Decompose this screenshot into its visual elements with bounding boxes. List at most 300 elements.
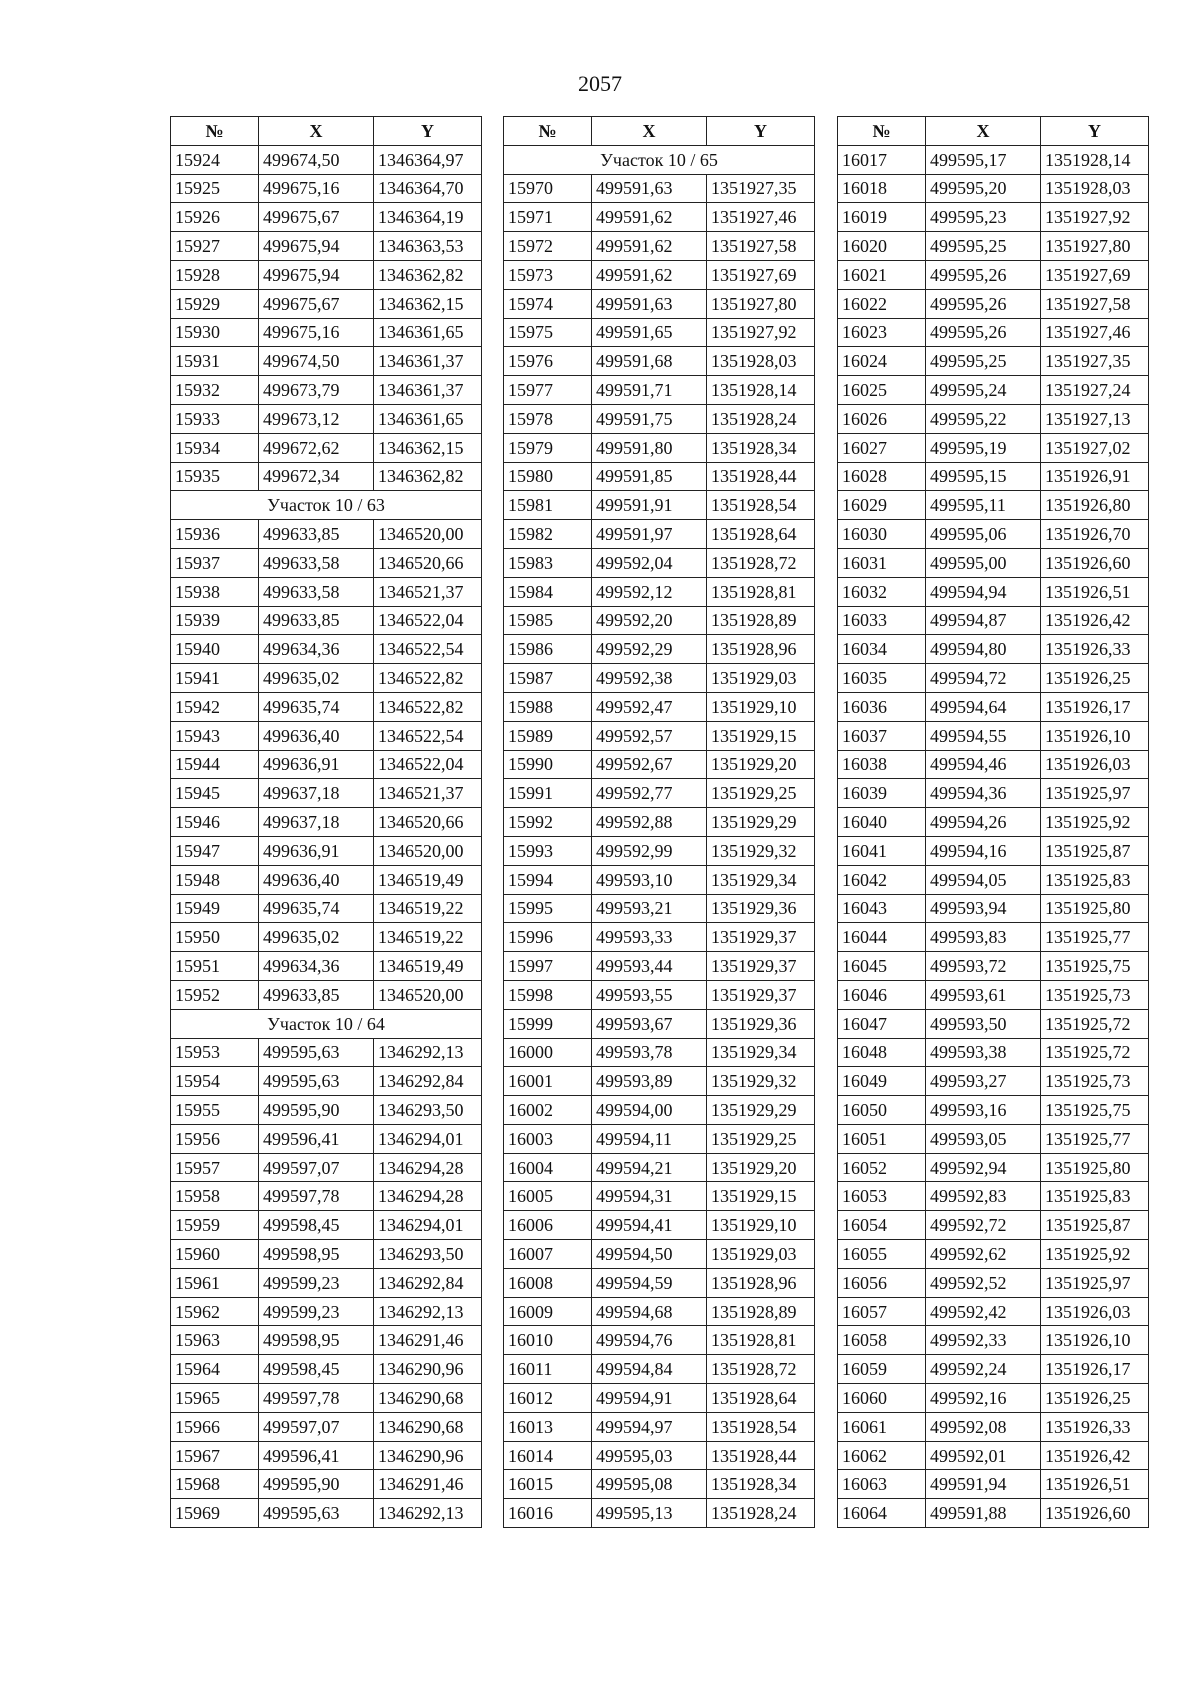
table-body bbox=[171, 145, 482, 1527]
table-row bbox=[171, 203, 482, 232]
y-coordinate-cell: 1351926,60 bbox=[1041, 1499, 1149, 1528]
x-coordinate-cell: 499594,80 bbox=[926, 635, 1041, 664]
point-number-cell: 16025 bbox=[838, 376, 926, 405]
y-coordinate-cell: 1346361,37 bbox=[374, 376, 482, 405]
table-row bbox=[171, 952, 482, 981]
x-coordinate-cell: 499594,64 bbox=[926, 692, 1041, 721]
point-number-cell: 16028 bbox=[838, 462, 926, 491]
y-coordinate-cell: 1351925,92 bbox=[1041, 808, 1149, 837]
y-coordinate-cell: 1351929,37 bbox=[707, 980, 815, 1009]
x-coordinate-cell: 499594,05 bbox=[926, 865, 1041, 894]
point-number-cell: 15985 bbox=[504, 606, 592, 635]
table-row bbox=[838, 376, 1149, 405]
table-row bbox=[171, 548, 482, 577]
y-coordinate-cell: 1346290,68 bbox=[374, 1412, 482, 1441]
point-number-cell: 15938 bbox=[171, 577, 259, 606]
table-row bbox=[171, 606, 482, 635]
y-coordinate-cell: 1351925,87 bbox=[1041, 836, 1149, 865]
table-row bbox=[171, 721, 482, 750]
y-coordinate-cell: 1351927,92 bbox=[707, 318, 815, 347]
x-coordinate-cell: 499593,50 bbox=[926, 1009, 1041, 1038]
point-number-cell: 16024 bbox=[838, 347, 926, 376]
x-coordinate-cell: 499594,84 bbox=[592, 1355, 707, 1384]
table-row bbox=[504, 433, 815, 462]
x-coordinate-cell: 499635,74 bbox=[259, 894, 374, 923]
point-number-cell: 16040 bbox=[838, 808, 926, 837]
table-row bbox=[504, 1384, 815, 1413]
point-number-cell: 16047 bbox=[838, 1009, 926, 1038]
y-coordinate-cell: 1351929,32 bbox=[707, 836, 815, 865]
x-coordinate-cell: 499599,23 bbox=[259, 1268, 374, 1297]
y-coordinate-cell: 1346520,66 bbox=[374, 548, 482, 577]
table-row bbox=[171, 1240, 482, 1269]
x-coordinate-cell: 499592,42 bbox=[926, 1297, 1041, 1326]
y-coordinate-cell: 1351926,33 bbox=[1041, 635, 1149, 664]
x-coordinate-cell: 499633,58 bbox=[259, 548, 374, 577]
y-coordinate-cell: 1351925,83 bbox=[1041, 1182, 1149, 1211]
table-row bbox=[838, 520, 1149, 549]
x-coordinate-cell: 499593,16 bbox=[926, 1096, 1041, 1125]
table-row bbox=[171, 1470, 482, 1499]
y-coordinate-cell: 1351926,10 bbox=[1041, 1326, 1149, 1355]
table-row bbox=[838, 1297, 1149, 1326]
table-row bbox=[504, 721, 815, 750]
y-coordinate-cell: 1351926,42 bbox=[1041, 1441, 1149, 1470]
x-coordinate-cell: 499593,10 bbox=[592, 865, 707, 894]
x-coordinate-cell: 499594,21 bbox=[592, 1153, 707, 1182]
point-number-cell: 16034 bbox=[838, 635, 926, 664]
y-coordinate-cell: 1351929,37 bbox=[707, 952, 815, 981]
table-row bbox=[504, 203, 815, 232]
table-row bbox=[838, 404, 1149, 433]
x-coordinate-cell: 499595,63 bbox=[259, 1038, 374, 1067]
point-number-cell: 15995 bbox=[504, 894, 592, 923]
point-number-cell: 15935 bbox=[171, 462, 259, 491]
x-coordinate-cell: 499636,91 bbox=[259, 750, 374, 779]
table-row bbox=[504, 865, 815, 894]
x-coordinate-cell: 499636,40 bbox=[259, 865, 374, 894]
table-row bbox=[171, 433, 482, 462]
table-row bbox=[838, 1384, 1149, 1413]
table-row bbox=[171, 664, 482, 693]
x-coordinate-cell: 499592,99 bbox=[592, 836, 707, 865]
y-coordinate-cell: 1351927,24 bbox=[1041, 376, 1149, 405]
point-number-cell: 16057 bbox=[838, 1297, 926, 1326]
table-row bbox=[838, 347, 1149, 376]
table-row bbox=[504, 1211, 815, 1240]
point-number-cell: 15997 bbox=[504, 952, 592, 981]
x-coordinate-cell: 499594,76 bbox=[592, 1326, 707, 1355]
y-coordinate-cell: 1351927,35 bbox=[1041, 347, 1149, 376]
point-number-cell: 15963 bbox=[171, 1326, 259, 1355]
y-coordinate-cell: 1351927,80 bbox=[1041, 232, 1149, 261]
x-coordinate-cell: 499592,04 bbox=[592, 548, 707, 577]
x-coordinate-cell: 499595,03 bbox=[592, 1441, 707, 1470]
y-coordinate-cell: 1346291,46 bbox=[374, 1470, 482, 1499]
x-coordinate-cell: 499595,22 bbox=[926, 404, 1041, 433]
table-row bbox=[504, 1182, 815, 1211]
point-number-cell: 15986 bbox=[504, 635, 592, 664]
point-number-cell: 16013 bbox=[504, 1412, 592, 1441]
point-number-cell: 15953 bbox=[171, 1038, 259, 1067]
table-body bbox=[838, 145, 1149, 1527]
point-number-cell: 15987 bbox=[504, 664, 592, 693]
y-coordinate-cell: 1351928,44 bbox=[707, 462, 815, 491]
table-row bbox=[171, 347, 482, 376]
point-number-cell: 15947 bbox=[171, 836, 259, 865]
point-number-cell: 15976 bbox=[504, 347, 592, 376]
table-row bbox=[838, 1470, 1149, 1499]
x-coordinate-cell: 499594,41 bbox=[592, 1211, 707, 1240]
point-number-cell: 16017 bbox=[838, 145, 926, 174]
point-number-cell: 16011 bbox=[504, 1355, 592, 1384]
point-number-cell: 15973 bbox=[504, 260, 592, 289]
x-coordinate-cell: 499594,97 bbox=[592, 1412, 707, 1441]
section-row bbox=[171, 1009, 482, 1038]
point-number-cell: 16006 bbox=[504, 1211, 592, 1240]
x-coordinate-cell: 499596,41 bbox=[259, 1124, 374, 1153]
y-coordinate-cell: 1351928,64 bbox=[707, 1384, 815, 1413]
table-row bbox=[504, 1124, 815, 1153]
y-coordinate-cell: 1351928,72 bbox=[707, 548, 815, 577]
point-number-cell: 15999 bbox=[504, 1009, 592, 1038]
table-row bbox=[838, 260, 1149, 289]
table-row bbox=[838, 664, 1149, 693]
header-x: X bbox=[259, 117, 374, 146]
point-number-cell: 15982 bbox=[504, 520, 592, 549]
y-coordinate-cell: 1346292,13 bbox=[374, 1297, 482, 1326]
point-number-cell: 15965 bbox=[171, 1384, 259, 1413]
x-coordinate-cell: 499594,68 bbox=[592, 1297, 707, 1326]
table-row bbox=[504, 520, 815, 549]
y-coordinate-cell: 1351928,89 bbox=[707, 1297, 815, 1326]
y-coordinate-cell: 1346361,37 bbox=[374, 347, 482, 376]
x-coordinate-cell: 499592,12 bbox=[592, 577, 707, 606]
y-coordinate-cell: 1351929,29 bbox=[707, 808, 815, 837]
table-row bbox=[838, 1355, 1149, 1384]
y-coordinate-cell: 1351928,44 bbox=[707, 1441, 815, 1470]
x-coordinate-cell: 499594,36 bbox=[926, 779, 1041, 808]
point-number-cell: 15967 bbox=[171, 1441, 259, 1470]
point-number-cell: 15969 bbox=[171, 1499, 259, 1528]
x-coordinate-cell: 499593,05 bbox=[926, 1124, 1041, 1153]
table-row bbox=[838, 145, 1149, 174]
x-coordinate-cell: 499595,00 bbox=[926, 548, 1041, 577]
point-number-cell: 15942 bbox=[171, 692, 259, 721]
table-row bbox=[838, 174, 1149, 203]
table-row bbox=[171, 376, 482, 405]
x-coordinate-cell: 499593,94 bbox=[926, 894, 1041, 923]
x-coordinate-cell: 499595,24 bbox=[926, 376, 1041, 405]
table-row bbox=[838, 1441, 1149, 1470]
point-number-cell: 15959 bbox=[171, 1211, 259, 1240]
x-coordinate-cell: 499592,24 bbox=[926, 1355, 1041, 1384]
y-coordinate-cell: 1346362,15 bbox=[374, 289, 482, 318]
point-number-cell: 15970 bbox=[504, 174, 592, 203]
table-row bbox=[504, 404, 815, 433]
x-coordinate-cell: 499673,12 bbox=[259, 404, 374, 433]
point-number-cell: 16039 bbox=[838, 779, 926, 808]
y-coordinate-cell: 1351929,03 bbox=[707, 664, 815, 693]
y-coordinate-cell: 1351926,51 bbox=[1041, 577, 1149, 606]
x-coordinate-cell: 499595,11 bbox=[926, 491, 1041, 520]
y-coordinate-cell: 1351929,37 bbox=[707, 923, 815, 952]
y-coordinate-cell: 1346521,37 bbox=[374, 779, 482, 808]
point-number-cell: 15944 bbox=[171, 750, 259, 779]
x-coordinate-cell: 499595,20 bbox=[926, 174, 1041, 203]
point-number-cell: 15994 bbox=[504, 865, 592, 894]
table-row bbox=[838, 952, 1149, 981]
y-coordinate-cell: 1351925,77 bbox=[1041, 1124, 1149, 1153]
x-coordinate-cell: 499591,97 bbox=[592, 520, 707, 549]
y-coordinate-cell: 1346361,65 bbox=[374, 404, 482, 433]
x-coordinate-cell: 499599,23 bbox=[259, 1297, 374, 1326]
y-coordinate-cell: 1346362,82 bbox=[374, 462, 482, 491]
y-coordinate-cell: 1351925,97 bbox=[1041, 779, 1149, 808]
x-coordinate-cell: 499596,41 bbox=[259, 1441, 374, 1470]
table-row bbox=[171, 1124, 482, 1153]
y-coordinate-cell: 1346293,50 bbox=[374, 1240, 482, 1269]
x-coordinate-cell: 499593,72 bbox=[926, 952, 1041, 981]
point-number-cell: 15934 bbox=[171, 433, 259, 462]
header-number: № bbox=[504, 117, 592, 146]
table-row bbox=[171, 1038, 482, 1067]
x-coordinate-cell: 499592,72 bbox=[926, 1211, 1041, 1240]
y-coordinate-cell: 1351928,89 bbox=[707, 606, 815, 635]
point-number-cell: 16005 bbox=[504, 1182, 592, 1211]
table-row bbox=[838, 808, 1149, 837]
table-row bbox=[838, 548, 1149, 577]
x-coordinate-cell: 499633,58 bbox=[259, 577, 374, 606]
x-coordinate-cell: 499591,75 bbox=[592, 404, 707, 433]
point-number-cell: 15988 bbox=[504, 692, 592, 721]
x-coordinate-cell: 499593,83 bbox=[926, 923, 1041, 952]
table-row bbox=[504, 1355, 815, 1384]
table-row bbox=[504, 923, 815, 952]
table-row bbox=[171, 750, 482, 779]
table-row bbox=[838, 203, 1149, 232]
x-coordinate-cell: 499674,50 bbox=[259, 145, 374, 174]
y-coordinate-cell: 1351925,80 bbox=[1041, 894, 1149, 923]
table-row bbox=[171, 145, 482, 174]
y-coordinate-cell: 1351928,64 bbox=[707, 520, 815, 549]
x-coordinate-cell: 499595,25 bbox=[926, 232, 1041, 261]
table-row bbox=[504, 289, 815, 318]
table-row bbox=[838, 750, 1149, 779]
section-row bbox=[171, 491, 482, 520]
point-number-cell: 16041 bbox=[838, 836, 926, 865]
x-coordinate-cell: 499592,83 bbox=[926, 1182, 1041, 1211]
point-number-cell: 16029 bbox=[838, 491, 926, 520]
table-row bbox=[504, 952, 815, 981]
table-row bbox=[504, 692, 815, 721]
x-coordinate-cell: 499595,19 bbox=[926, 433, 1041, 462]
y-coordinate-cell: 1351926,03 bbox=[1041, 750, 1149, 779]
x-coordinate-cell: 499594,11 bbox=[592, 1124, 707, 1153]
x-coordinate-cell: 499634,36 bbox=[259, 952, 374, 981]
table-row bbox=[171, 174, 482, 203]
x-coordinate-cell: 499593,38 bbox=[926, 1038, 1041, 1067]
y-coordinate-cell: 1351928,96 bbox=[707, 1268, 815, 1297]
x-coordinate-cell: 499592,01 bbox=[926, 1441, 1041, 1470]
point-number-cell: 15966 bbox=[171, 1412, 259, 1441]
y-coordinate-cell: 1346519,22 bbox=[374, 894, 482, 923]
y-coordinate-cell: 1351929,03 bbox=[707, 1240, 815, 1269]
x-coordinate-cell: 499672,34 bbox=[259, 462, 374, 491]
table-row bbox=[838, 577, 1149, 606]
table-row bbox=[838, 606, 1149, 635]
y-coordinate-cell: 1351928,72 bbox=[707, 1355, 815, 1384]
x-coordinate-cell: 499591,68 bbox=[592, 347, 707, 376]
table-row bbox=[504, 664, 815, 693]
point-number-cell: 15939 bbox=[171, 606, 259, 635]
point-number-cell: 15927 bbox=[171, 232, 259, 261]
x-coordinate-cell: 499592,52 bbox=[926, 1268, 1041, 1297]
y-coordinate-cell: 1346520,00 bbox=[374, 836, 482, 865]
y-coordinate-cell: 1351927,46 bbox=[707, 203, 815, 232]
y-coordinate-cell: 1346519,49 bbox=[374, 952, 482, 981]
point-number-cell: 16018 bbox=[838, 174, 926, 203]
point-number-cell: 15983 bbox=[504, 548, 592, 577]
x-coordinate-cell: 499593,78 bbox=[592, 1038, 707, 1067]
point-number-cell: 15972 bbox=[504, 232, 592, 261]
y-coordinate-cell: 1351927,58 bbox=[1041, 289, 1149, 318]
y-coordinate-cell: 1351928,54 bbox=[707, 491, 815, 520]
x-coordinate-cell: 499594,91 bbox=[592, 1384, 707, 1413]
point-number-cell: 16051 bbox=[838, 1124, 926, 1153]
point-number-cell: 16021 bbox=[838, 260, 926, 289]
table-row bbox=[838, 779, 1149, 808]
point-number-cell: 16003 bbox=[504, 1124, 592, 1153]
point-number-cell: 16000 bbox=[504, 1038, 592, 1067]
point-number-cell: 16045 bbox=[838, 952, 926, 981]
point-number-cell: 15936 bbox=[171, 520, 259, 549]
point-number-cell: 15941 bbox=[171, 664, 259, 693]
point-number-cell: 15991 bbox=[504, 779, 592, 808]
y-coordinate-cell: 1346361,65 bbox=[374, 318, 482, 347]
x-coordinate-cell: 499592,33 bbox=[926, 1326, 1041, 1355]
x-coordinate-cell: 499598,95 bbox=[259, 1240, 374, 1269]
point-number-cell: 15984 bbox=[504, 577, 592, 606]
table-row bbox=[171, 836, 482, 865]
table-row bbox=[504, 635, 815, 664]
point-number-cell: 16020 bbox=[838, 232, 926, 261]
point-number-cell: 16033 bbox=[838, 606, 926, 635]
x-coordinate-cell: 499595,23 bbox=[926, 203, 1041, 232]
table-row bbox=[838, 433, 1149, 462]
x-coordinate-cell: 499598,45 bbox=[259, 1211, 374, 1240]
section-title: Участок 10 / 63 bbox=[171, 491, 482, 520]
x-coordinate-cell: 499594,94 bbox=[926, 577, 1041, 606]
point-number-cell: 16035 bbox=[838, 664, 926, 693]
table-row bbox=[838, 232, 1149, 261]
table-row bbox=[504, 548, 815, 577]
table-row bbox=[504, 1297, 815, 1326]
table-row bbox=[504, 347, 815, 376]
x-coordinate-cell: 499633,85 bbox=[259, 606, 374, 635]
x-coordinate-cell: 499595,08 bbox=[592, 1470, 707, 1499]
y-coordinate-cell: 1346291,46 bbox=[374, 1326, 482, 1355]
y-coordinate-cell: 1351925,83 bbox=[1041, 865, 1149, 894]
x-coordinate-cell: 499592,47 bbox=[592, 692, 707, 721]
table-row bbox=[171, 289, 482, 318]
point-number-cell: 15932 bbox=[171, 376, 259, 405]
table-row bbox=[171, 894, 482, 923]
point-number-cell: 16009 bbox=[504, 1297, 592, 1326]
y-coordinate-cell: 1346294,28 bbox=[374, 1153, 482, 1182]
table-row bbox=[171, 1499, 482, 1528]
table-row bbox=[838, 1096, 1149, 1125]
table-row bbox=[504, 1441, 815, 1470]
x-coordinate-cell: 499598,45 bbox=[259, 1355, 374, 1384]
x-coordinate-cell: 499591,85 bbox=[592, 462, 707, 491]
table-row bbox=[171, 520, 482, 549]
y-coordinate-cell: 1346294,28 bbox=[374, 1182, 482, 1211]
x-coordinate-cell: 499592,38 bbox=[592, 664, 707, 693]
table-row bbox=[504, 894, 815, 923]
table-row bbox=[504, 1067, 815, 1096]
point-number-cell: 15989 bbox=[504, 721, 592, 750]
table-row bbox=[171, 1355, 482, 1384]
header-row bbox=[838, 117, 1149, 146]
table-row bbox=[838, 1326, 1149, 1355]
point-number-cell: 16032 bbox=[838, 577, 926, 606]
section-title: Участок 10 / 65 bbox=[504, 145, 815, 174]
table-row bbox=[838, 491, 1149, 520]
point-number-cell: 16037 bbox=[838, 721, 926, 750]
header-y: Y bbox=[374, 117, 482, 146]
table-row bbox=[171, 577, 482, 606]
table-row bbox=[171, 779, 482, 808]
y-coordinate-cell: 1346294,01 bbox=[374, 1124, 482, 1153]
point-number-cell: 16030 bbox=[838, 520, 926, 549]
header-row bbox=[504, 117, 815, 146]
y-coordinate-cell: 1346363,53 bbox=[374, 232, 482, 261]
point-number-cell: 15975 bbox=[504, 318, 592, 347]
table-row bbox=[504, 779, 815, 808]
point-number-cell: 16015 bbox=[504, 1470, 592, 1499]
table-row bbox=[171, 1096, 482, 1125]
point-number-cell: 16031 bbox=[838, 548, 926, 577]
point-number-cell: 15946 bbox=[171, 808, 259, 837]
point-number-cell: 16027 bbox=[838, 433, 926, 462]
x-coordinate-cell: 499593,27 bbox=[926, 1067, 1041, 1096]
x-coordinate-cell: 499635,74 bbox=[259, 692, 374, 721]
point-number-cell: 16052 bbox=[838, 1153, 926, 1182]
x-coordinate-cell: 499592,08 bbox=[926, 1412, 1041, 1441]
y-coordinate-cell: 1351926,25 bbox=[1041, 664, 1149, 693]
y-coordinate-cell: 1351926,80 bbox=[1041, 491, 1149, 520]
point-number-cell: 15971 bbox=[504, 203, 592, 232]
point-number-cell: 15981 bbox=[504, 491, 592, 520]
table-row bbox=[504, 577, 815, 606]
y-coordinate-cell: 1346520,00 bbox=[374, 520, 482, 549]
x-coordinate-cell: 499593,21 bbox=[592, 894, 707, 923]
y-coordinate-cell: 1351929,29 bbox=[707, 1096, 815, 1125]
table-row bbox=[504, 606, 815, 635]
point-number-cell: 15992 bbox=[504, 808, 592, 837]
page-number: 2057 bbox=[578, 71, 622, 96]
y-coordinate-cell: 1351925,75 bbox=[1041, 952, 1149, 981]
x-coordinate-cell: 499591,91 bbox=[592, 491, 707, 520]
x-coordinate-cell: 499597,78 bbox=[259, 1384, 374, 1413]
table-row bbox=[504, 750, 815, 779]
y-coordinate-cell: 1351925,87 bbox=[1041, 1211, 1149, 1240]
table-row bbox=[171, 1326, 482, 1355]
y-coordinate-cell: 1351927,80 bbox=[707, 289, 815, 318]
table-row bbox=[171, 980, 482, 1009]
x-coordinate-cell: 499595,63 bbox=[259, 1067, 374, 1096]
